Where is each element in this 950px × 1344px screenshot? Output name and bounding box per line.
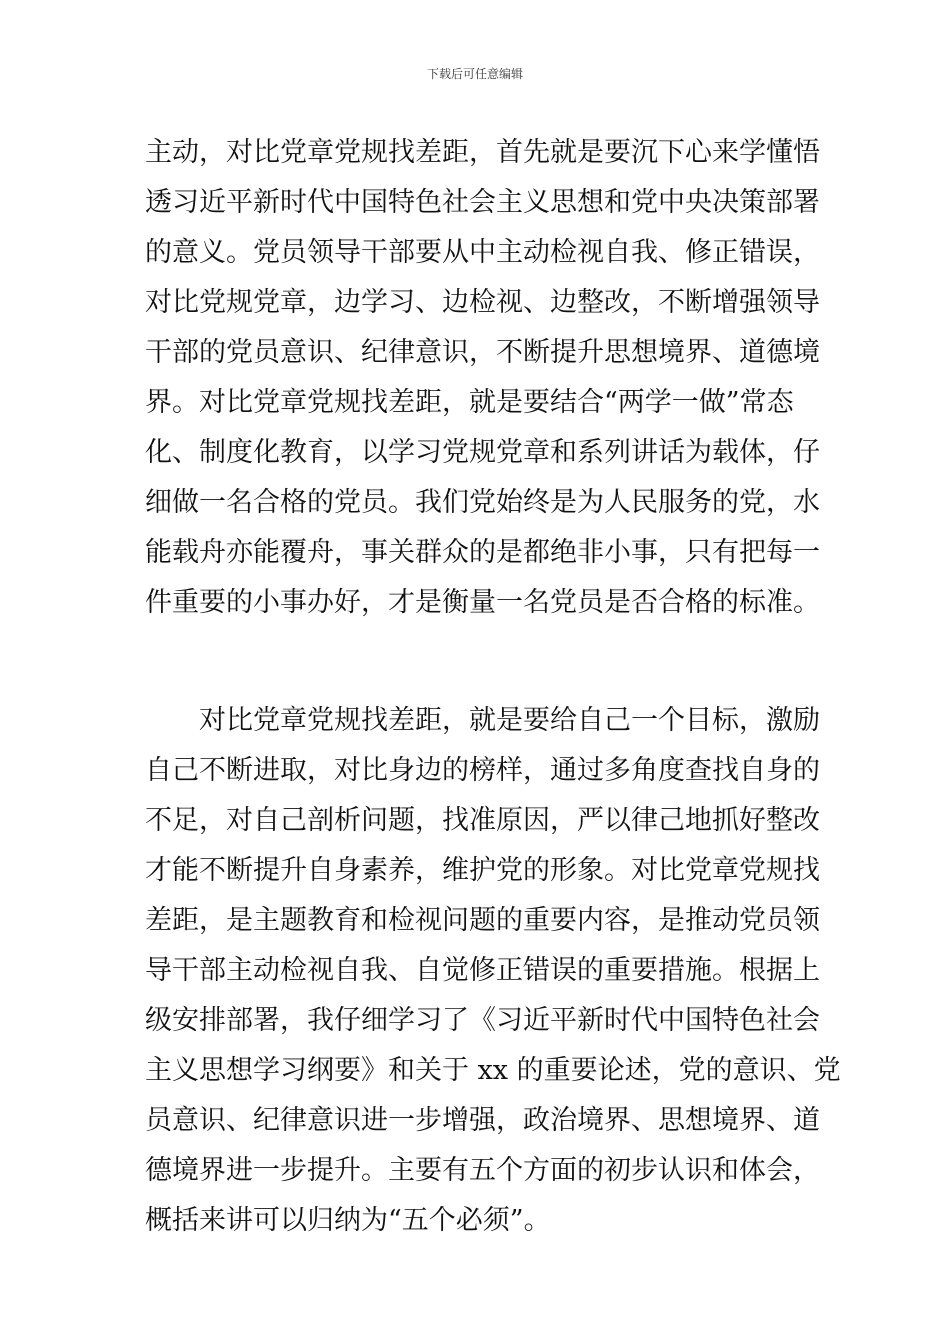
text-line: 化、制度化教育，以学习党规党章和系列讲话为载体，仔 <box>145 437 820 468</box>
text-line: 概括来讲可以归纳为“五个必须”。 <box>145 1205 551 1236</box>
text-line: 自己不断进取，对比身边的榜样，通过多角度查找自身的 <box>145 755 820 786</box>
header-note: 下载后可任意编辑 <box>426 67 523 81</box>
text-line: 主义思想学习纲要》和关于 xx 的重要论述，党的意识、党 <box>145 1055 841 1086</box>
text-line: 透习近平新时代中国特色社会主义思想和党中央决策部署 <box>145 187 820 218</box>
paragraph-1 <box>145 128 820 628</box>
text-line: 员意识、纪律意识进一步增强，政治境界、思想境界、道 <box>145 1105 820 1136</box>
text-line: 界。对比党章党规找差距，就是要结合“两学一做”常态 <box>145 387 794 418</box>
text-line-first-indented: 对比党章党规找差距，就是要给自己一个目标，激励 <box>199 705 820 736</box>
text-line: 级安排部署，我仔细学习了《习近平新时代中国特色社会 <box>145 1005 820 1036</box>
text-line: 才能不断提升自身素养，维护党的形象。对比党章党规找 <box>145 855 820 886</box>
text-line: 导干部主动检视自我、自觉修正错误的重要措施。根据上 <box>145 955 820 986</box>
text-line: 干部的党员意识、纪律意识，不断提升思想境界、道德境 <box>145 337 820 368</box>
text-line: 差距，是主题教育和检视问题的重要内容，是推动党员领 <box>145 905 820 936</box>
text-line: 主动，对比党章党规找差距，首先就是要沉下心来学懂悟 <box>145 137 820 168</box>
text-line: 德境界进一步提升。主要有五个方面的初步认识和体会， <box>145 1155 820 1186</box>
text-line: 对比党规党章，边学习、边检视、边整改，不断增强领导 <box>145 287 820 318</box>
text-line: 能载舟亦能覆舟，事关群众的是都绝非小事，只有把每一 <box>145 537 820 568</box>
text-line: 件重要的小事办好，才是衡量一名党员是否合格的标准。 <box>145 587 820 618</box>
document-body <box>145 128 841 1246</box>
text-line: 的意义。党员领导干部要从中主动检视自我、修正错误， <box>145 237 820 268</box>
paragraph-2 <box>145 696 841 1246</box>
paragraph-spacer <box>145 628 810 696</box>
text-line: 不足，对自己剖析问题，找准原因，严以律己地抓好整改 <box>145 805 820 836</box>
text-line: 细做一名合格的党员。我们党始终是为人民服务的党，水 <box>145 487 820 518</box>
